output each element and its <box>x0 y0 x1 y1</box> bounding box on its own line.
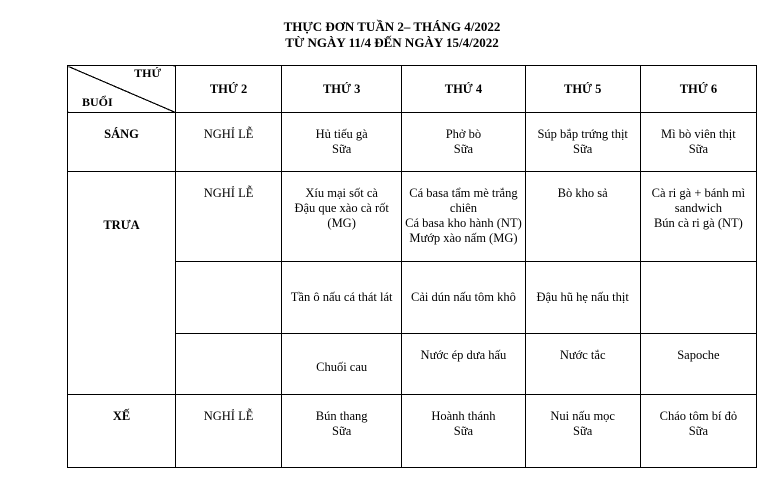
dish: Cá basa kho hành (NT) <box>405 216 522 230</box>
lunch-dessert-thu2 <box>176 334 282 395</box>
dish: Hủ tiếu gà <box>315 127 368 141</box>
weekly-menu-table <box>67 65 757 468</box>
day-header-thu4: THỨ 4 <box>402 66 525 113</box>
lunch-dessert-thu4: Nước ép dưa hấu <box>402 334 525 395</box>
dish: Đậu que xào cà rốt <box>294 201 389 215</box>
corner-session-label: BUỔI <box>82 95 113 109</box>
morning-thu5 <box>525 113 640 172</box>
dish: Sữa <box>688 424 709 438</box>
morning-thu2: NGHỈ LỄ <box>176 113 282 172</box>
dish: Sữa <box>573 424 593 438</box>
dish: (MG) <box>327 216 356 230</box>
lunch-main-thu3 <box>282 172 402 262</box>
dish: Sữa <box>332 142 352 156</box>
dish: Sữa <box>453 424 474 438</box>
afternoon-thu4 <box>402 395 525 468</box>
lunch-dessert-thu3: Chuối cau <box>282 334 402 395</box>
dish: sandwich <box>674 201 722 215</box>
day-header-thu6: THỨ 6 <box>640 66 756 113</box>
lunch-main-thu5 <box>525 172 640 262</box>
lunch-main-thu2: NGHỈ LỄ <box>176 172 282 262</box>
header-row <box>68 66 757 113</box>
dish: Bún thang <box>315 409 368 423</box>
lunch-soup-thu6 <box>640 262 756 334</box>
menu-date-range: TỪ NGÀY 11/4 ĐẾN NGÀY 15/4/2022 <box>285 35 499 50</box>
dish: chiên <box>449 201 477 215</box>
lunch-main-row <box>68 172 757 262</box>
dish: Bún cà ri gà (NT) <box>653 216 743 230</box>
morning-thu4 <box>402 113 525 172</box>
session-label-lunch <box>68 172 176 395</box>
day-header-thu5: THỨ 5 <box>525 66 640 113</box>
dish: Cà ri gà + bánh mì <box>651 186 746 200</box>
lunch-soup-thu3: Tần ô nấu cá thát lát <box>282 262 402 334</box>
afternoon-thu3 <box>282 395 402 468</box>
dish: Sữa <box>332 424 352 438</box>
session-label-afternoon: XẾ <box>68 395 176 468</box>
afternoon-thu5 <box>525 395 640 468</box>
morning-thu3 <box>282 113 402 172</box>
lunch-label: TRƯA <box>103 217 140 232</box>
corner-day-label: THỨ <box>134 66 162 80</box>
dish: Hoành thánh <box>431 409 496 423</box>
morning-thu6 <box>640 113 756 172</box>
dish: Cá basa tẩm mè trắng <box>409 186 518 200</box>
lunch-dessert-thu5: Nước tắc <box>525 334 640 395</box>
dish: Bò kho sả <box>557 186 608 200</box>
dish: Nui nấu mọc <box>550 409 615 423</box>
lunch-main-thu4 <box>402 172 525 262</box>
lunch-soup-thu5: Đậu hũ hẹ nấu thịt <box>525 262 640 334</box>
corner-cell <box>68 66 176 113</box>
afternoon-thu2: NGHỈ LỄ <box>176 395 282 468</box>
dish: Phở bò <box>445 127 482 141</box>
lunch-dessert-thu6: Sapoche <box>640 334 756 395</box>
menu-title: THỰC ĐƠN TUẦN 2– THÁNG 4/2022 <box>283 19 501 34</box>
dish: Súp bắp trứng thịt <box>537 127 628 141</box>
dish: Xíu mại sốt cà <box>305 186 378 200</box>
dish: Sữa <box>688 142 709 156</box>
dish: Sữa <box>453 142 474 156</box>
dish: Cháo tôm bí đỏ <box>659 409 738 423</box>
dish: Mướp xào nấm (MG) <box>409 231 518 245</box>
day-header-thu2: THỨ 2 <box>176 66 282 113</box>
session-label-morning: SÁNG <box>68 113 176 172</box>
dish: Mì bò viên thịt <box>661 127 736 141</box>
lunch-main-thu6 <box>640 172 756 262</box>
afternoon-snack-row <box>68 395 757 468</box>
morning-row <box>68 113 757 172</box>
afternoon-thu6 <box>640 395 756 468</box>
lunch-soup-thu2 <box>176 262 282 334</box>
dish: Sữa <box>573 142 593 156</box>
day-header-thu3: THỨ 3 <box>282 66 402 113</box>
lunch-soup-thu4: Cải dún nấu tôm khô <box>402 262 525 334</box>
